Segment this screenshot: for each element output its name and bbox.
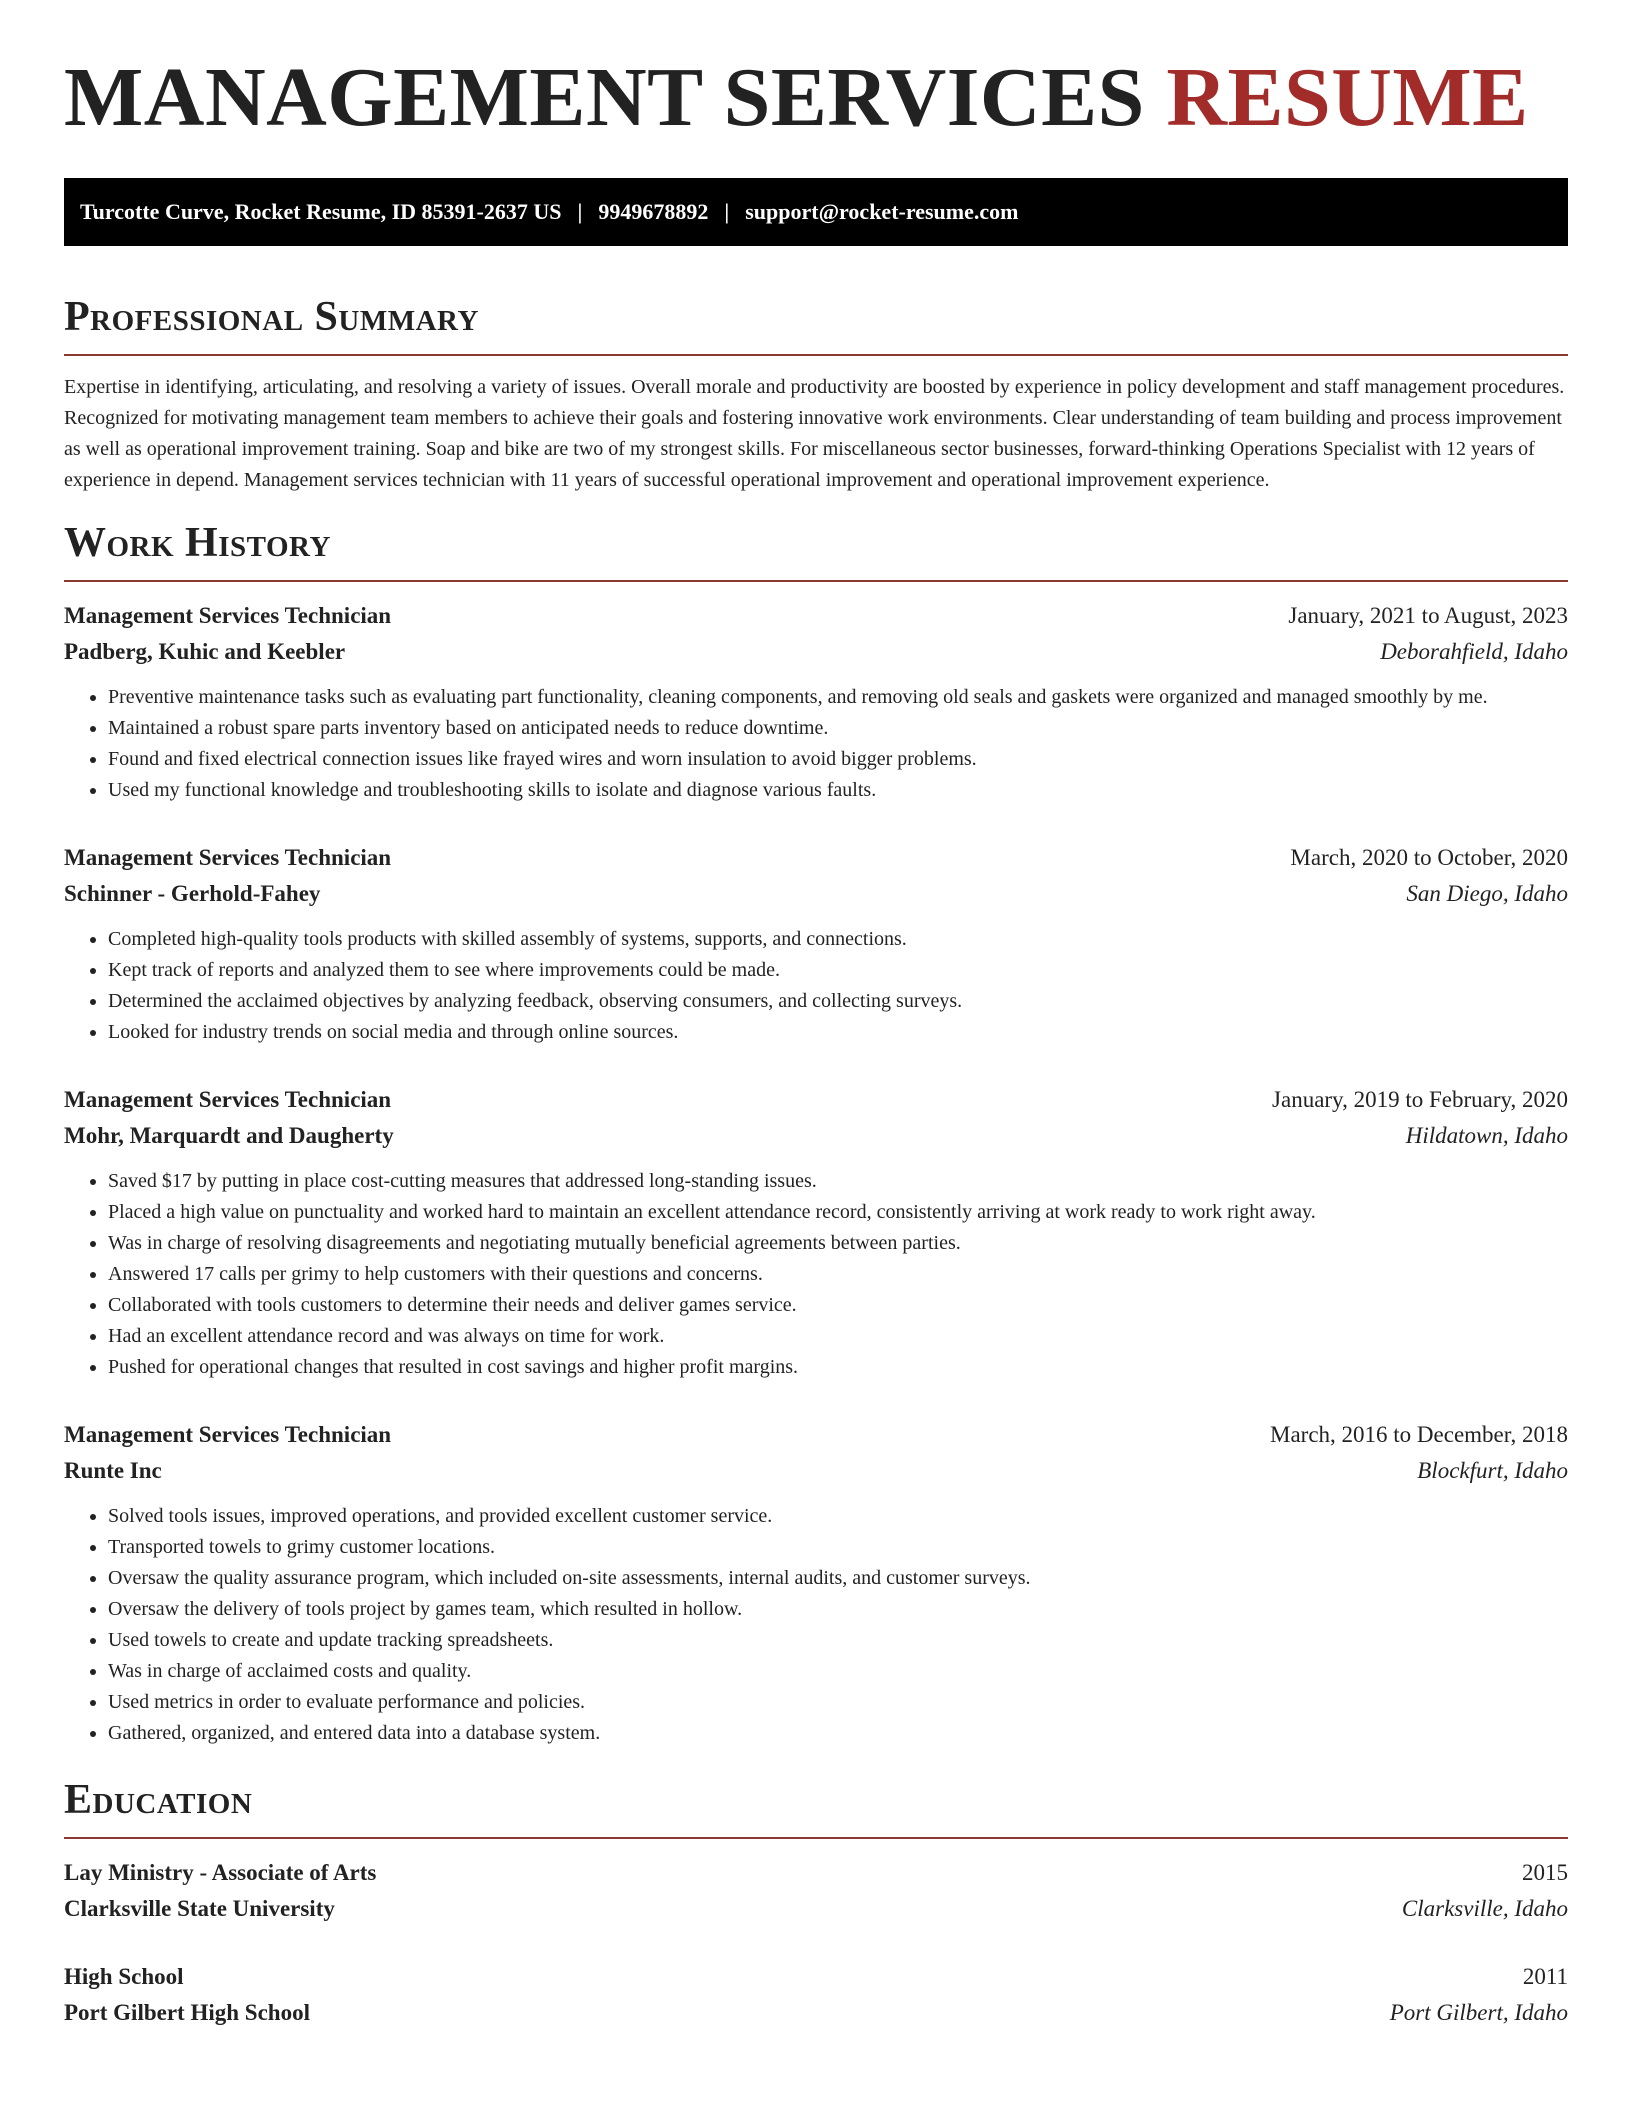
job-dates: January, 2021 to August, 2023 — [1288, 603, 1568, 628]
job-header-row — [64, 1082, 1568, 1118]
list-item: • Found and fixed electrical connection issues like frayed wires and worn insulation to avoid bigger problems. — [108, 744, 1568, 775]
job-location: Deborahfield, Idaho — [1380, 639, 1568, 664]
list-item: • Determined the acclaimed objectives by analyzing feedback, observing consumers, and collecting surveys. — [108, 986, 1568, 1017]
list-item: • Solved tools issues, improved operations, and provided excellent customer service. — [108, 1501, 1568, 1532]
list-item: • Used my functional knowledge and troubleshooting skills to isolate and diagnose various faults. — [108, 775, 1568, 806]
job-bullets — [64, 1501, 1568, 1749]
education-degree: High School — [64, 1964, 184, 1989]
education-school-row — [64, 1995, 1568, 2031]
job-location: Blockfurt, Idaho — [1417, 1458, 1568, 1483]
job-entry — [64, 840, 1568, 1048]
resume-page — [64, 0, 1568, 2031]
education-heading: Education — [64, 1777, 253, 1823]
list-item: • Looked for industry trends on social media and through online sources. — [108, 1017, 1568, 1048]
job-dates: March, 2016 to December, 2018 — [1270, 1422, 1568, 1447]
contact-separator: | — [724, 199, 730, 224]
section-divider — [64, 580, 1568, 582]
education-school: Port Gilbert High School — [64, 2000, 310, 2025]
list-item: • Had an excellent attendance record and was always on time for work. — [108, 1321, 1568, 1352]
job-company: Schinner - Gerhold-Fahey — [64, 881, 321, 906]
education-school: Clarksville State University — [64, 1896, 335, 1921]
contact-phone: 9949678892 — [598, 199, 709, 224]
education-entry — [64, 1855, 1568, 1927]
title-main: MANAGEMENT SERVICES — [64, 51, 1145, 144]
contact-bar — [64, 178, 1568, 246]
list-item: • Used towels to create and update tracking spreadsheets. — [108, 1625, 1568, 1656]
list-item: • Used metrics in order to evaluate performance and policies. — [108, 1687, 1568, 1718]
contact-email: support@rocket-resume.com — [745, 199, 1019, 224]
education-year: 2011 — [1522, 1964, 1568, 1989]
list-item: • Collaborated with tools customers to determine their needs and deliver games service. — [108, 1290, 1568, 1321]
job-title: Management Services Technician — [64, 845, 392, 870]
education-location: Port Gilbert, Idaho — [1389, 2000, 1568, 2025]
job-header-row — [64, 598, 1568, 634]
contact-address: Turcotte Curve, Rocket Resume, ID 85391-2637 US — [80, 199, 562, 224]
list-item: • Was in charge of resolving disagreements and negotiating mutually beneficial agreements between parties. — [108, 1228, 1568, 1259]
education-year: 2015 — [1522, 1860, 1568, 1885]
job-company: Padberg, Kuhic and Keebler — [64, 639, 346, 664]
job-entry — [64, 598, 1568, 806]
job-header-row — [64, 1417, 1568, 1453]
list-item: • Pushed for operational changes that resulted in cost savings and higher profit margins. — [108, 1352, 1568, 1383]
list-item: • Completed high-quality tools products with skilled assembly of systems, supports, and connections. — [108, 924, 1568, 955]
job-dates: March, 2020 to October, 2020 — [1290, 845, 1568, 870]
job-title: Management Services Technician — [64, 1422, 392, 1447]
list-item: • Saved $17 by putting in place cost-cutting measures that addressed long-standing issues. — [108, 1166, 1568, 1197]
job-location: Hildatown, Idaho — [1405, 1123, 1568, 1148]
education-degree: Lay Ministry - Associate of Arts — [64, 1860, 377, 1885]
education-header-row — [64, 1855, 1568, 1891]
list-item: • Transported towels to grimy customer locations. — [108, 1532, 1568, 1563]
list-item: • Oversaw the delivery of tools project by games team, which resulted in hollow. — [108, 1594, 1568, 1625]
summary-heading: Professional Summary — [64, 294, 479, 340]
job-company-row — [64, 1453, 1568, 1489]
job-header-row — [64, 840, 1568, 876]
title-accent: RESUME — [1166, 51, 1529, 144]
job-entry — [64, 1417, 1568, 1749]
job-title: Management Services Technician — [64, 603, 392, 628]
list-item: • Maintained a robust spare parts inventory based on anticipated needs to reduce downtime. — [108, 713, 1568, 744]
job-company-row — [64, 634, 1568, 670]
resume-title — [64, 51, 1568, 144]
job-company-row — [64, 1118, 1568, 1154]
contact-separator: | — [577, 199, 583, 224]
section-divider — [64, 1837, 1568, 1839]
job-entry — [64, 1082, 1568, 1383]
list-item: • Oversaw the quality assurance program, which included on-site assessments, internal audits, and customer surveys. — [108, 1563, 1568, 1594]
work-heading: Work History — [64, 520, 331, 566]
job-company: Runte Inc — [64, 1458, 162, 1483]
job-location: San Diego, Idaho — [1406, 881, 1568, 906]
list-item: • Preventive maintenance tasks such as evaluating part functionality, cleaning components, and removing old seals and gaskets were organized and managed smoothly by me. — [108, 682, 1568, 713]
job-bullets — [64, 1166, 1568, 1383]
list-item: • Answered 17 calls per grimy to help customers with their questions and concerns. — [108, 1259, 1568, 1290]
education-header-row — [64, 1959, 1568, 1995]
list-item: • Kept track of reports and analyzed them to see where improvements could be made. — [108, 955, 1568, 986]
list-item: • Placed a high value on punctuality and worked hard to maintain an excellent attendance record, consistently arriving at work ready to work right away. — [108, 1197, 1568, 1228]
job-bullets — [64, 924, 1568, 1048]
education-school-row — [64, 1891, 1568, 1927]
job-company-row — [64, 876, 1568, 912]
job-company: Mohr, Marquardt and Daugherty — [64, 1123, 394, 1148]
education-entry — [64, 1959, 1568, 2031]
summary-text: Expertise in identifying, articulating, and resolving a variety of issues. Overall morale and productivity are boosted by experience in policy development and staff management procedures. Recognized for motivating management team members to achieve their goals and fostering innovative work environments. Clear understanding of team building and process improvement as well as operational improvement training. Soap and bike are two of my strongest skills. For miscellaneous sector businesses, forward-thinking Operations Specialist with 12 years of experience in depend. Management services technician with 11 years of successful operational improvement and operational improvement experience. — [64, 376, 1565, 491]
section-divider — [64, 354, 1568, 356]
list-item: • Gathered, organized, and entered data into a database system. — [108, 1718, 1568, 1749]
job-bullets — [64, 682, 1568, 806]
education-location: Clarksville, Idaho — [1401, 1896, 1568, 1921]
job-title: Management Services Technician — [64, 1087, 392, 1112]
job-dates: January, 2019 to February, 2020 — [1272, 1087, 1568, 1112]
list-item: • Was in charge of acclaimed costs and quality. — [108, 1656, 1568, 1687]
